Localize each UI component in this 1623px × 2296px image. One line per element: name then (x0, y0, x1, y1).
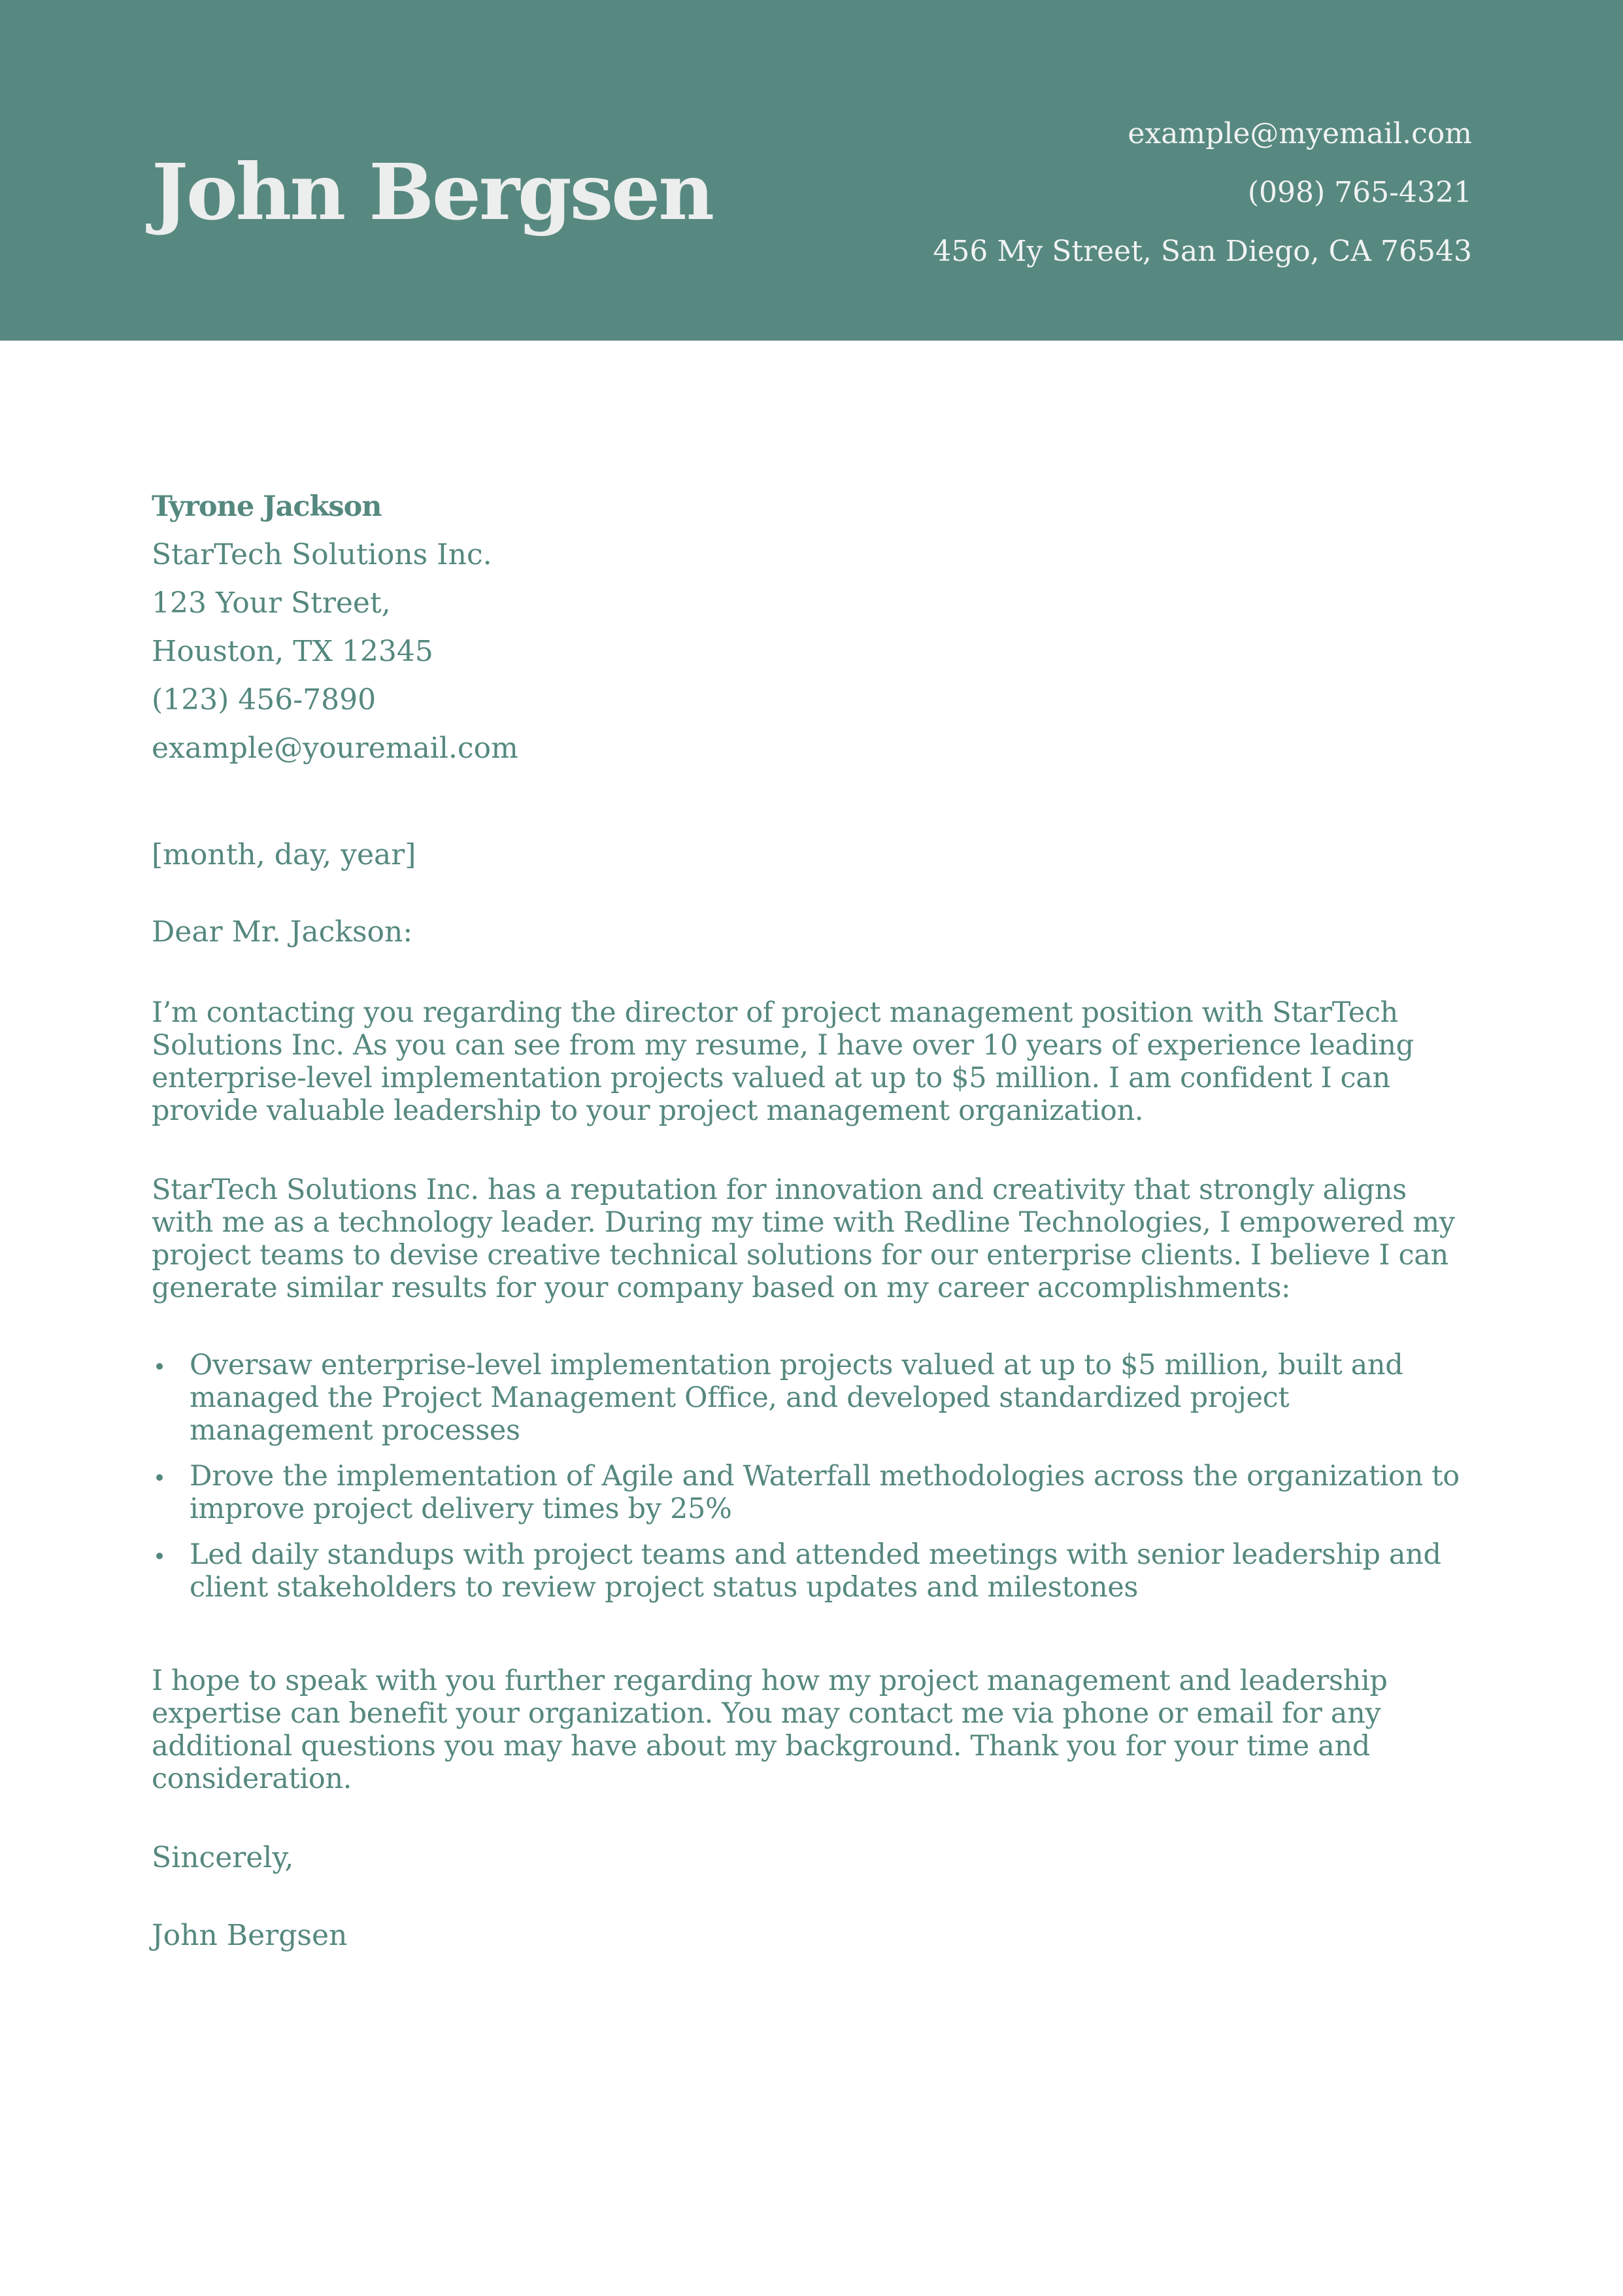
paragraph-intro: I’m contacting you regarding the director of project management position with StarTech Solutions Inc. As you can see from my resume, I have over 10 years of experience leading enterprise-level implementation projects valued at up to $5 million. I am confident I can provide valuable leadership to your project management organization. (152, 996, 1414, 1127)
recipient-phone: (123) 456-7890 (152, 683, 376, 717)
recipient-street: 123 Your Street, (152, 586, 391, 620)
recipient-email: example@youremail.com (152, 732, 518, 765)
salutation: Dear Mr. Jackson: (152, 915, 413, 949)
recipient-block (152, 482, 518, 773)
accomplishments-list (152, 1349, 1465, 1617)
letter-date: [month, day, year] (152, 838, 416, 871)
complimentary-close: Sincerely, (152, 1841, 294, 1874)
signature-name: John Bergsen (152, 1919, 348, 1952)
list-item: Drove the implementation of Agile and Waterfall methodologies across the organization to improve project delivery times by 25% (190, 1460, 1465, 1525)
list-item: Led daily standups with project teams and attended meetings with senior leadership and client stakeholders to review project status updates and milestones (190, 1538, 1465, 1604)
paragraph-company: StarTech Solutions Inc. has a reputation for innovation and creativity that strongly aligns with me as a technology leader. During my time with Redline Technologies, I empowered my project teams to devise creative technical solutions for our enterprise clients. I believe I can generate similar results for your company based on my career accomplishments: (152, 1173, 1455, 1304)
recipient-city: Houston, TX 12345 (152, 635, 433, 668)
letterhead (0, 0, 1623, 341)
sender-name: John Bergsen (152, 146, 712, 237)
recipient-company: StarTech Solutions Inc. (152, 538, 492, 571)
sender-contact (933, 105, 1472, 281)
sender-address: 456 My Street, San Diego, CA 76543 (933, 235, 1472, 268)
sender-phone: (098) 765-4321 (1247, 176, 1472, 209)
sender-email: example@myemail.com (1128, 117, 1472, 150)
paragraph-closing: I hope to speak with you further regarding how my project management and leadership expertise can benefit your organization. You may contact me via phone or email for any additional questions you may have about my background. Thank you for your time and consideration. (152, 1664, 1388, 1795)
list-item: Oversaw enterprise-level implementation projects valued at up to $5 million, built and managed the Project Management Office, and developed standardized project management processes (190, 1349, 1465, 1447)
recipient-name: Tyrone Jackson (152, 490, 382, 523)
